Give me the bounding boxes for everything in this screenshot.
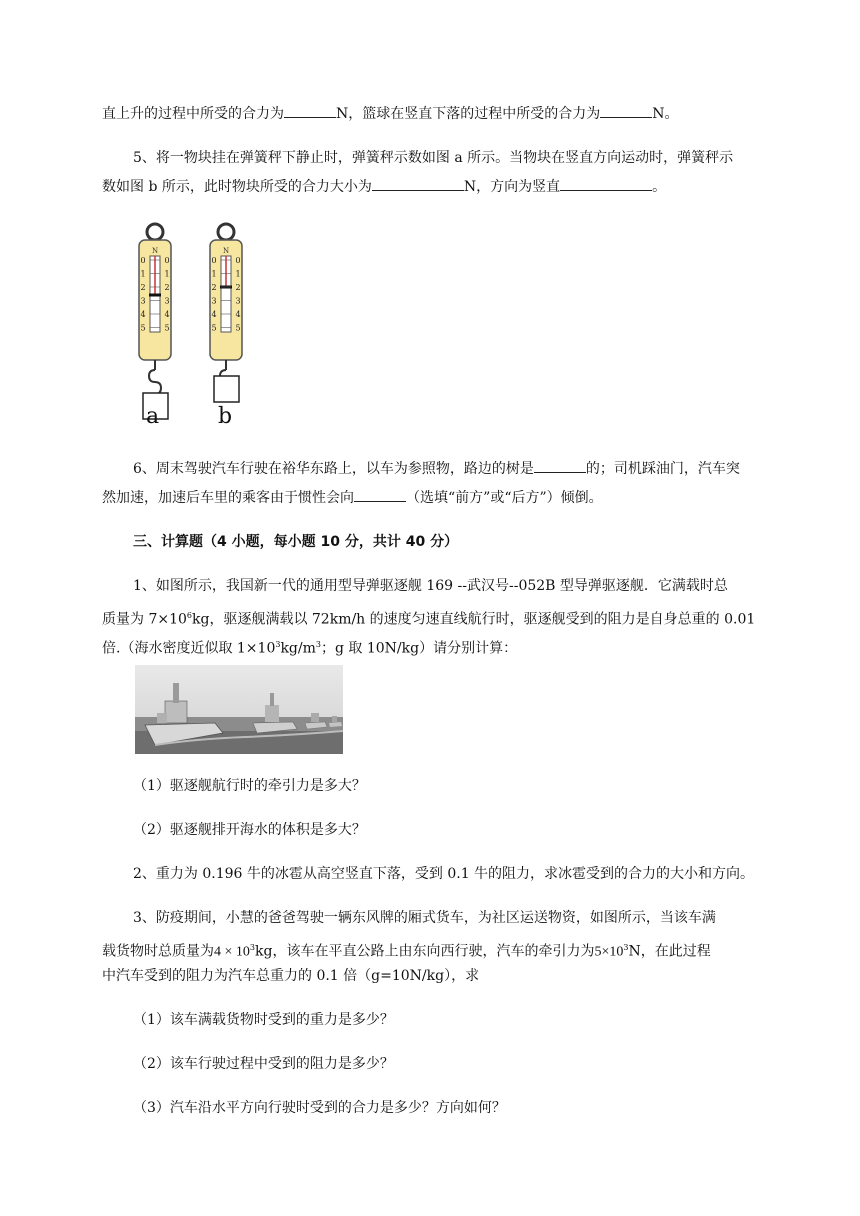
q5-line1: 5、将一物块挂在弹簧秤下静止时，弹簧秤示数如图 a 所示。当物块在竖直方向运动时，弹簧秤示 [133, 150, 734, 166]
spring-scale-figure [128, 220, 258, 435]
answer-blank[interactable] [560, 176, 652, 191]
scale-tick-label: 4 [164, 310, 170, 319]
warship-photo [135, 665, 343, 754]
scale-tick-label: 0 [235, 256, 241, 265]
scale-tick-label: 1 [140, 269, 146, 279]
answer-blank[interactable] [534, 458, 586, 473]
scale-tick-label: 4 [211, 310, 217, 319]
c3-sub2: （2）该车行驶过程中受到的阻力是多少？ [133, 1056, 394, 1072]
answer-blank[interactable] [284, 103, 336, 118]
spring-scale-a [139, 224, 171, 419]
q5-line2: 数如图 b 所示，此时物块所受的合力大小为 N，方向为竖直 。 [102, 173, 802, 202]
c1-sub1: （1）驱逐舰航行时的牵引力是多大？ [133, 778, 366, 794]
q4-continuation: 直上升的过程中所受的合力为 N，篮球在竖直下落的过程中所受的合力为 N。 [102, 100, 802, 129]
c3-line1: 3、防疫期间，小慧的爸爸驾驶一辆东风牌的厢式货车，为社区运送物资，如图所示，当该车满 [133, 910, 716, 926]
scale-tick-label: 5 [164, 323, 170, 333]
scale-tick-label: 0 [211, 256, 217, 265]
scale-tick-label: 0 [140, 256, 146, 265]
scale-tick-label: 4 [235, 310, 241, 319]
c3-line3: 中汽车受到的阻力为汽车总重力的 0.1 倍（g=10N/kg），求 [102, 968, 480, 984]
answer-blank[interactable] [600, 103, 652, 118]
scale-tick-label: 1 [211, 269, 217, 279]
c3-sub1: （1）该车满载货物时受到的重力是多少？ [133, 1012, 394, 1028]
q6-line1: 6、周末驾驶汽车行驶在裕华东路上，以车为参照物，路边的树是 的；司机踩油门，汽车突 [133, 455, 833, 484]
c2-line1: 2、重力为 0.196 牛的冰雹从高空竖直下落，受到 0.1 牛的阻力，求冰雹受到的合力的大小和方向。 [133, 866, 755, 882]
c1-sub2: （2）驱逐舰排开海水的体积是多大？ [133, 822, 366, 838]
section-heading: 三、计算题（4 小题，每小题 10 分，共计 40 分） [133, 534, 459, 550]
scale-tick-label: 2 [140, 283, 146, 292]
scale-tick-label: 5 [235, 323, 241, 333]
c1-line2: 质量为 $7\times 10^6kg$，驱逐舰满载以 72km/h 的速度匀速直线航行时，驱逐舰受到的阻力是自身总重的 0.01 [102, 611, 756, 628]
scale-tick-label: 0 [164, 256, 170, 265]
spring-scale-b [210, 224, 242, 402]
scale-unit: N [222, 247, 230, 255]
c3-line2: 载货物时总质量为$4 \times 10^3kg$，该车在平直公路上由东向西行驶，汽车的牵引力为$5\times 10^3N$，在此过程 [102, 943, 711, 960]
figure-label-a: a [146, 404, 160, 429]
scale-tick-label: 3 [235, 296, 241, 306]
scale-tick-label: 2 [211, 283, 217, 292]
answer-blank[interactable] [354, 487, 406, 502]
scale-tick-label: 3 [211, 296, 217, 306]
scale-tick-label: 1 [235, 269, 241, 279]
scale-tick-label: 1 [164, 269, 170, 279]
scale-tick-label: 4 [140, 310, 146, 319]
scale-tick-label: 2 [164, 283, 170, 292]
scale-tick-label: 2 [235, 283, 241, 292]
answer-blank[interactable] [372, 176, 464, 191]
scale-unit: N [151, 247, 159, 255]
c3-sub3: （3）汽车沿水平方向行驶时受到的合力是多少？方向如何？ [133, 1100, 506, 1116]
scale-tick-label: 3 [164, 296, 170, 306]
scale-tick-label: 5 [211, 323, 217, 333]
figure-label-b: b [218, 404, 233, 429]
weight-block [214, 376, 239, 402]
scale-tick-label: 5 [140, 323, 146, 333]
q6-line2: 然加速，加速后车里的乘客由于惯性会向 （选填“前方”或“后方”）倾倒。 [102, 484, 802, 513]
c1-line1: 1、如图所示，我国新一代的通用型导弹驱逐舰 169 --武汉号--052B 型导弹驱逐舰．它满载时总 [133, 578, 728, 594]
scale-tick-label: 3 [140, 296, 146, 306]
c1-line3: 倍.（海水密度近似取 $1\times 10^3kg/m^3$；g 取 10N/kg）请分别计算： [102, 640, 518, 657]
